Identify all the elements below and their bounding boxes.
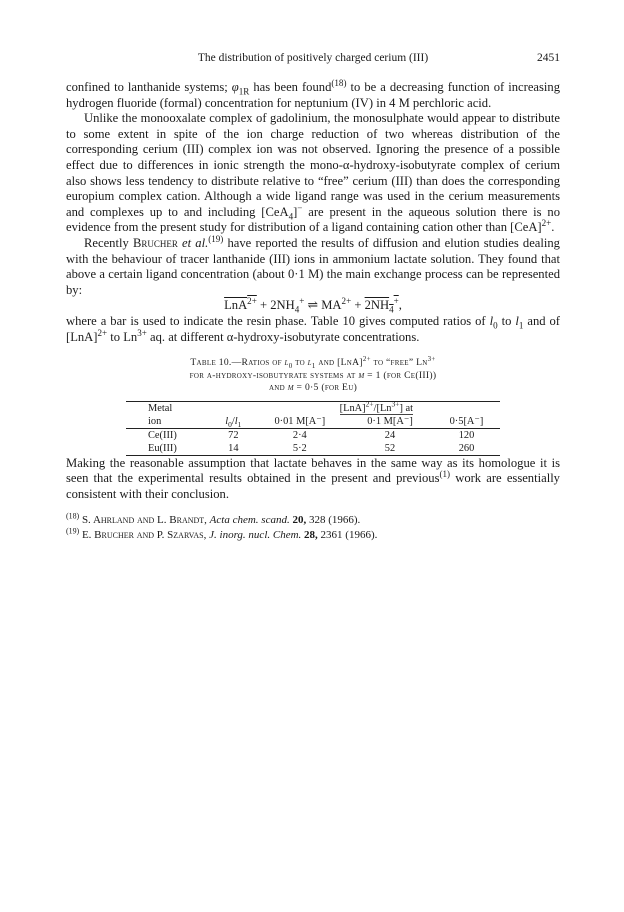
span-b: /[Ln [373, 402, 392, 414]
table-caption-line-3 [66, 382, 560, 395]
span-c: ] at [399, 402, 413, 414]
paragraph-2-text-d: . [551, 220, 555, 235]
phi-subscript: 1R [238, 86, 250, 97]
eq-comma: , [398, 298, 402, 313]
caption-text: and [LnA] [315, 357, 363, 369]
caption-text: for α-hydroxy-isobutyrate systems at [189, 369, 359, 381]
eq-plus: + [351, 298, 365, 313]
caption-l: l [284, 357, 289, 369]
footnote-rest: 328 (1966). [306, 513, 361, 526]
paragraph-3-text-a: Recently [84, 235, 133, 250]
paragraph-3 [66, 233, 560, 298]
table-row [126, 442, 500, 456]
ratio-slash: / [231, 415, 235, 427]
caption-sup: 2+ [362, 355, 371, 363]
table-caption [66, 357, 560, 395]
resin-lna [224, 298, 257, 312]
footnotes [66, 513, 560, 542]
header-span-text [339, 399, 413, 415]
caption-mu: μ [358, 369, 365, 381]
caption-text: to “free” Ln [370, 357, 428, 369]
eq-nh4b-sup: + [393, 296, 399, 307]
cell-c3: 120 [458, 429, 475, 441]
eq-nh4b: 2NH [364, 298, 390, 313]
cell-ratio: 14 [214, 442, 253, 456]
paragraph-4-text-a: where a bar is used to indicate the resin phase. Table 10 gives computed ratios of [66, 313, 490, 328]
eq-ma: MA [321, 298, 342, 313]
resin-nh4 [364, 296, 399, 315]
phi-symbol: φ [231, 80, 239, 94]
table-row [126, 428, 500, 442]
footnote-18 [66, 513, 560, 527]
paragraph-2-text-c: are present in the aqueous solution there is no evidence from the present study for distribution of a ligand containing cation other than [CeA] [66, 204, 560, 235]
superscript-2plus: 2+ [541, 218, 552, 229]
header-ratio [214, 415, 253, 429]
ratio-sub1: 1 [237, 419, 242, 429]
table-10 [126, 401, 500, 456]
table-header-row-1 [126, 401, 500, 415]
paragraph-2-text-b: ] [293, 204, 298, 219]
header-metal: Metal [126, 401, 214, 415]
paragraph-5 [66, 456, 560, 503]
footnote-journal: Acta chem. scand. [209, 513, 290, 526]
subscript-1: 1 [518, 320, 524, 331]
eq-ma-charge: 2+ [341, 296, 352, 307]
ratio-l: l [225, 415, 229, 427]
paragraph-2 [66, 111, 560, 236]
running-header [66, 52, 560, 68]
eq-lna: LnA [224, 298, 248, 313]
caption-text: Table 10.—Ratios of [190, 357, 285, 369]
caption-mu: μ [287, 382, 294, 394]
paragraph-4 [66, 314, 560, 345]
cell-ion: Eu(III) [126, 442, 214, 456]
cell-ion: Ce(III) [148, 429, 177, 441]
author-brucher: Brucher [132, 235, 178, 250]
table-caption-line-1 [66, 357, 560, 370]
cell-ratio: 72 [228, 429, 239, 441]
superscript-2plus: 2+ [97, 327, 108, 338]
reference-1-marker: (1) [439, 469, 451, 480]
eq-nh4b-sub: 4 [389, 304, 394, 315]
caption-text: = 0·5 (for Eu) [293, 382, 358, 394]
span-sup2: 3+ [391, 399, 400, 409]
paragraph-2-text-a: Unlike the monooxalate complex of gadolinium, the monosulphate would appear to distribute to some extent in spite of the ion charge reduction of two whereas distribution of the corresponding cerium (III) complex ion was not observed. Ignoring the presence of a possible effect due to differences in ionic strength the mono-α-hydroxy-isobutyrate complex of cerium also shows less tendency to distribute relative to “free” cerium (III) than does the corresponding europium complex cation. Although a wide ligand range was used in the cerium measurements and complexes up to and including [CeA [66, 111, 560, 219]
header-blank [214, 401, 253, 415]
paragraph-1-text-a: confined to lanthanide systems; [66, 80, 232, 94]
caption-text: and [268, 382, 288, 394]
paragraph-5-text-b: work are essentially consistent with their conclusion. [66, 471, 560, 502]
header-ion: ion [126, 415, 214, 429]
caption-text: to [292, 357, 308, 369]
paragraph-4-text-d: to Ln [107, 329, 138, 344]
page-number: 2451 [537, 52, 560, 64]
reference-18-marker: (18) [331, 77, 347, 88]
ratio-sub0: 0 [228, 419, 232, 429]
eq-plus-nh4: + 2NH [256, 298, 295, 313]
superscript-3plus: 3+ [137, 327, 147, 338]
footnote-ref: (18) [66, 511, 80, 520]
symbol-l: l [515, 313, 519, 328]
body-text [66, 77, 560, 543]
cell-c2: 52 [347, 442, 433, 456]
caption-sub-1: 1 [311, 363, 316, 370]
paragraph-4-text-e: aq. at different α-hydroxy-isobutyrate concentrations. [146, 329, 420, 344]
running-title: The distribution of positively charged cerium (III) [197, 52, 429, 64]
header-conc-3: 0·5[A⁻] [433, 415, 500, 429]
caption-text: = 1 (for Ce(III)) [364, 369, 437, 381]
paragraph-1-text-c: to be a decreasing function of increasing hydrogen fluoride (formal) concentration for neptunium (IV) in 4 M perchloric acid. [66, 80, 560, 110]
header-conc-1: 0·01 M[A⁻] [253, 415, 347, 429]
footnote-authors: S. Ahrland and L. Brandt, [79, 513, 210, 526]
footnote-journal: J. inorg. nucl. Chem. [209, 528, 302, 541]
span-sup1: 2+ [365, 399, 374, 409]
footnote-19 [66, 528, 560, 542]
eq-nh4-sub: 4 [294, 304, 300, 315]
header-span [253, 401, 500, 415]
subscript-4: 4 [288, 211, 294, 222]
caption-sup: 3+ [427, 355, 436, 363]
paragraph-4-text-c: and of [LnA] [66, 313, 560, 344]
et-al: et al. [177, 235, 209, 250]
paragraph-5-text-a: Making the reasonable assumption that lactate behaves in the same way as its homologue it is seen that the experimental results obtained in the present and previous [66, 455, 560, 486]
footnote-volume: 20, [289, 513, 307, 526]
exchange-equation [66, 298, 560, 314]
footnote-ref: (19) [66, 526, 80, 535]
footnote-rest: 2361 (1966). [317, 528, 378, 541]
cell-c2: 24 [384, 429, 396, 441]
span-a: [LnA] [339, 402, 366, 414]
cell-c1: 5·2 [253, 442, 347, 456]
reference-19-marker: (19) [208, 233, 224, 244]
superscript-minus: − [297, 202, 303, 213]
ratio-l2: l [234, 415, 238, 427]
paragraph-1 [66, 77, 560, 111]
cell-c1: 2·4 [292, 429, 307, 441]
eq-nh4-sup: + [299, 296, 305, 307]
cell-c3: 260 [433, 442, 500, 456]
footnote-volume: 28, [301, 528, 318, 541]
symbol-l: l [489, 313, 494, 328]
caption-l: l [307, 357, 312, 369]
equilibrium-arrow: ⇌ [304, 298, 322, 313]
caption-sub-0: 0 [288, 363, 293, 370]
table-caption-line-2 [66, 370, 560, 383]
paragraph-4-text-b: to [497, 313, 516, 328]
paragraph-1-text-b: has been found [249, 80, 332, 94]
header-conc-2: 0·1 M[A⁻] [347, 415, 433, 429]
paragraph-3-text-b: have reported the results of diffusion and elution studies dealing with the behaviour of tracer lanthanide (III) ions in ammonium lactate solution. They found that above a certain ligand concentration (about 0·1 M) the main exchange process can be represented by: [66, 235, 560, 297]
subscript-0: 0 [493, 320, 498, 331]
eq-lna-charge: 2+ [247, 296, 257, 307]
table-header-row-2 [126, 415, 500, 429]
footnote-authors: E. Brucher and P. Szarvas, [79, 528, 210, 541]
